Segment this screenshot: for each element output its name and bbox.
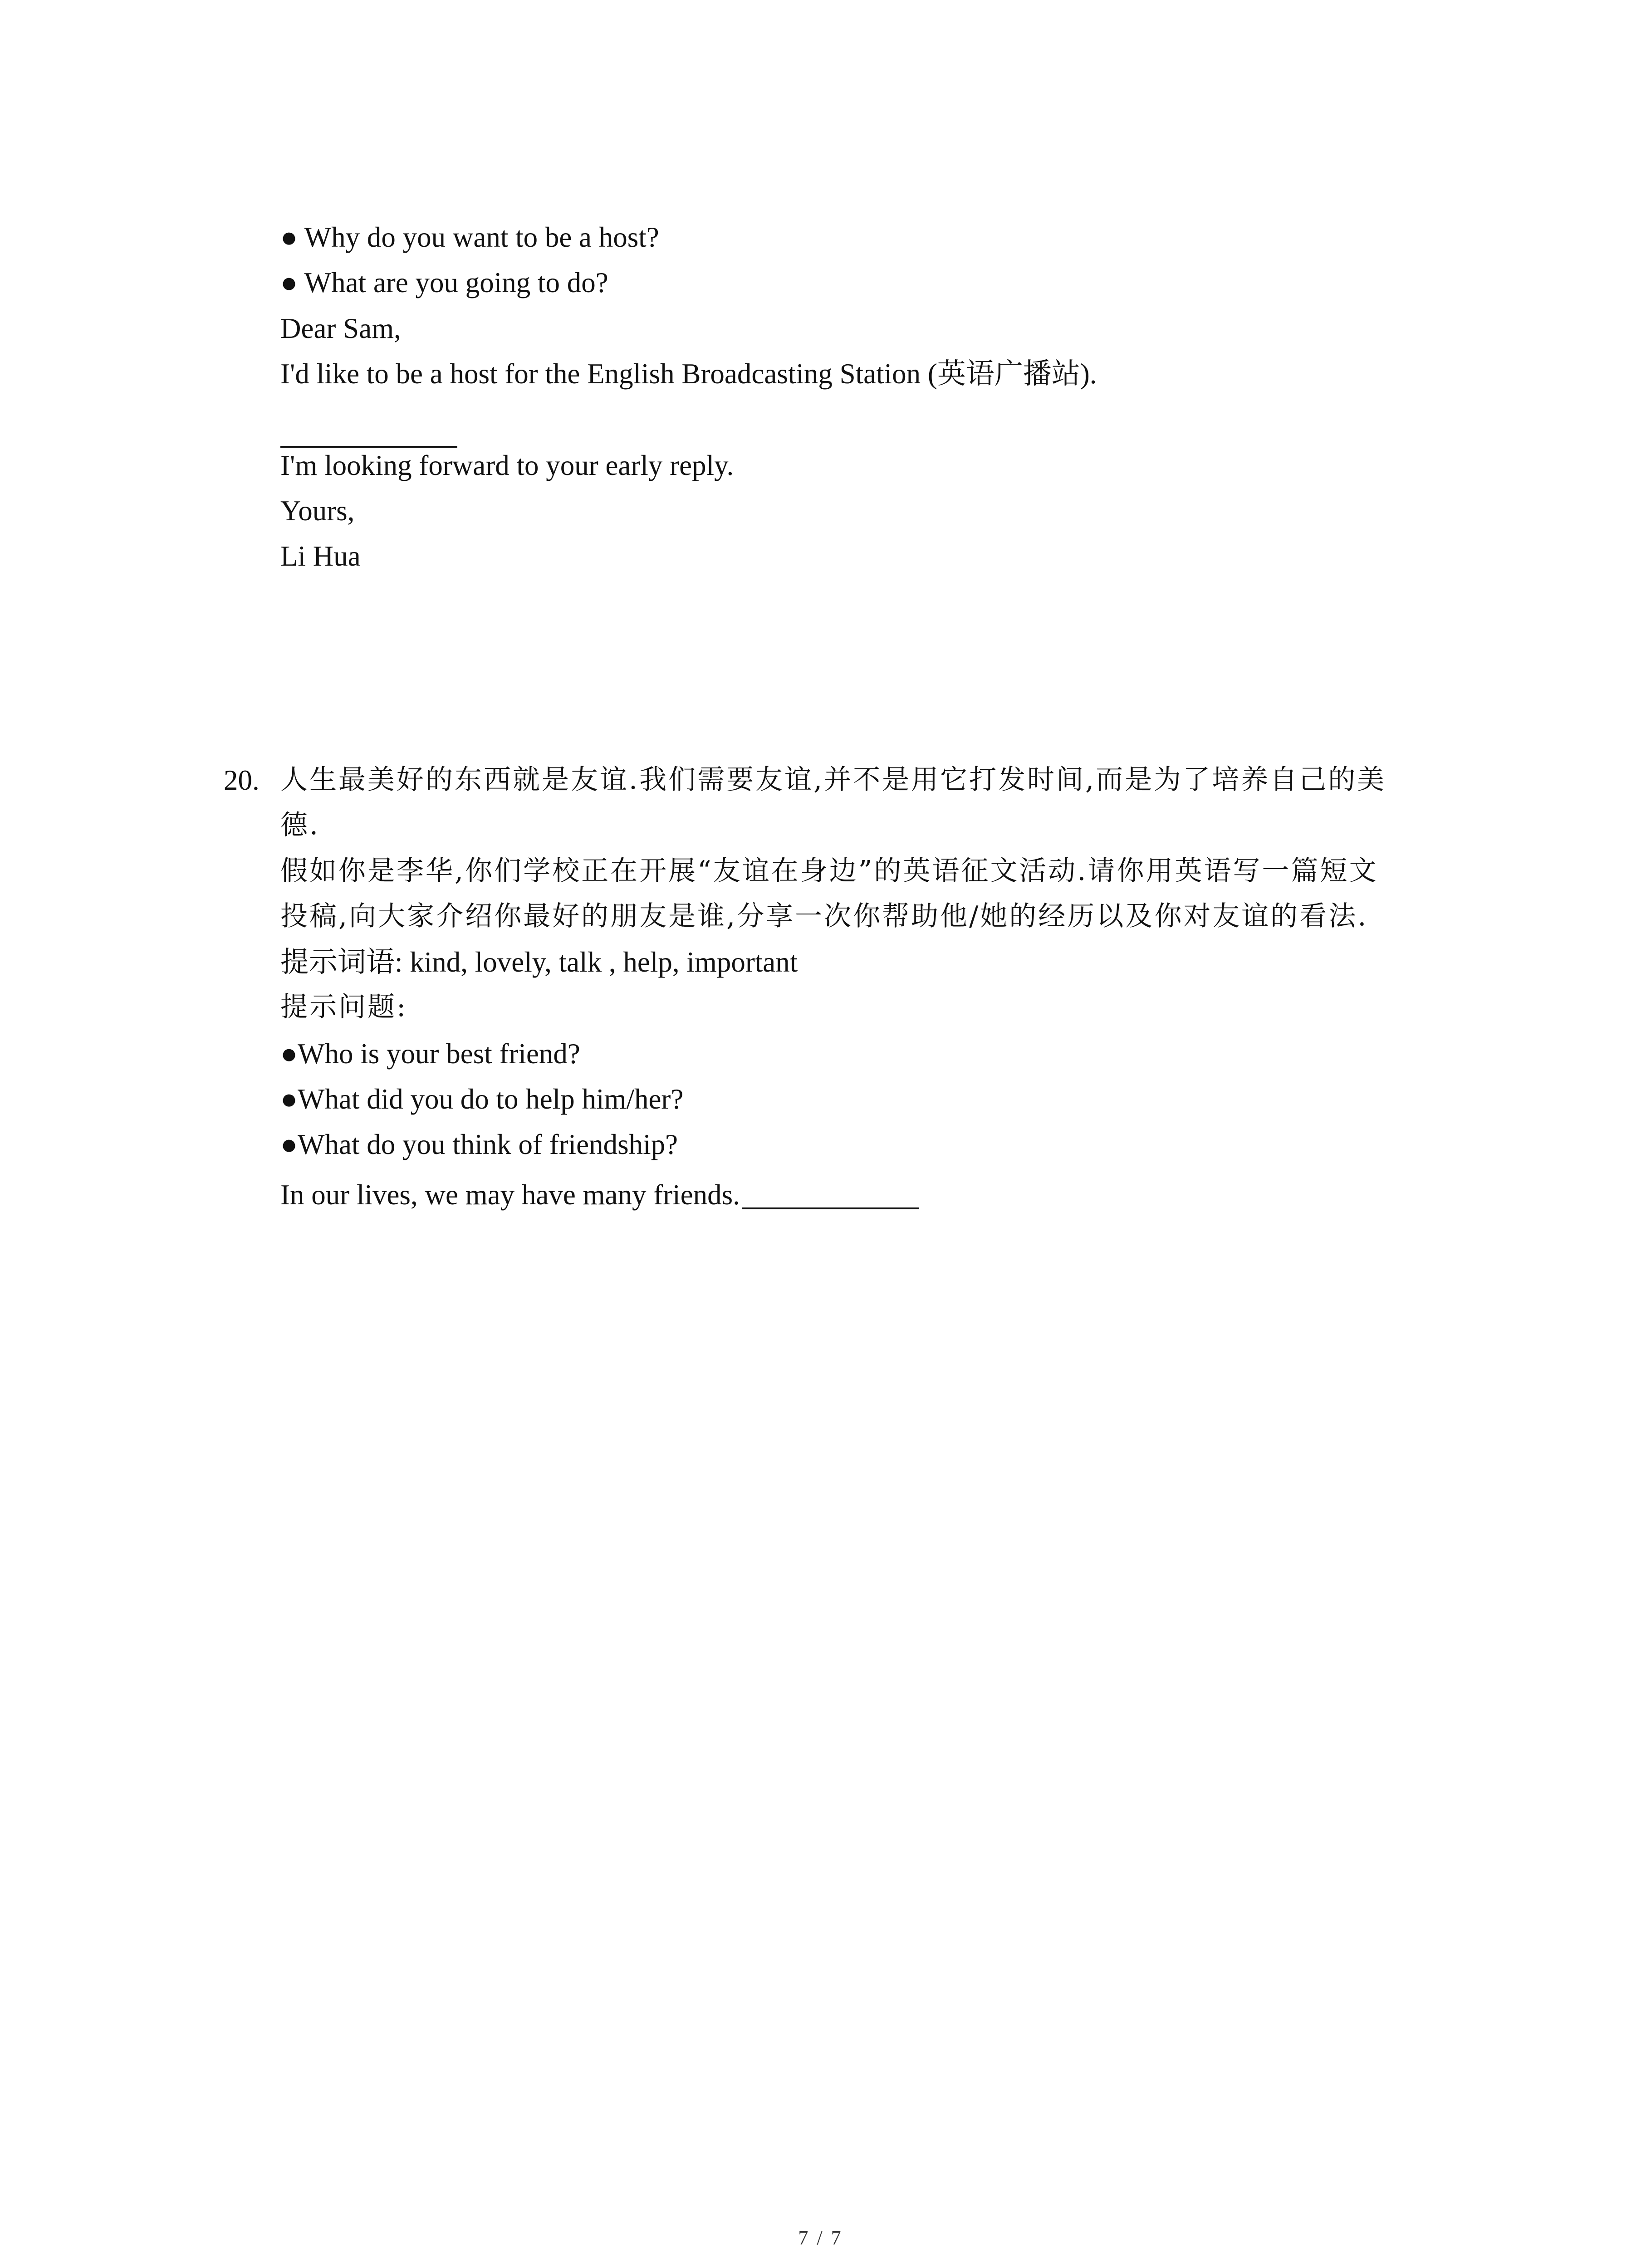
letter-signoff: Yours,: [280, 495, 355, 527]
letter-signature: Li Hua: [280, 540, 361, 572]
question-intro-line-2: 德.: [280, 809, 320, 841]
letter-answer-blank[interactable]: [280, 446, 457, 448]
prompt-why-host: ● Why do you want to be a host?: [280, 221, 659, 253]
letter-opening: I'd like to be a host for the English Broadcasting Station (英语广播站).: [280, 358, 1097, 390]
question-task-line-1: 假如你是李华,你们学校正在开展“友谊在身边”的英语征文活动.请你用英语写一篇短文: [280, 855, 1378, 887]
essay-start-text: In our lives, we may have many friends.: [280, 1179, 740, 1211]
prompt-what-to-do: ● What are you going to do?: [280, 267, 608, 298]
question-intro-line-1: 人生最美好的东西就是友谊.我们需要友谊,并不是用它打发时间,而是为了培养自己的美: [280, 764, 1386, 796]
hint-question-1: ●Who is your best friend?: [280, 1038, 580, 1070]
letter-closing-line: I'm looking forward to your early reply.: [280, 450, 734, 481]
hint-question-2: ●What did you do to help him/her?: [280, 1083, 684, 1115]
essay-answer-blank[interactable]: [742, 1180, 919, 1209]
hint-words: 提示词语: kind, lovely, talk , help, important: [280, 946, 798, 978]
question-task-line-2: 投稿,向大家介绍你最好的朋友是谁,分享一次你帮助他/她的经历以及你对友谊的看法.: [280, 900, 1368, 932]
essay-start-line: [280, 1180, 919, 1209]
letter-greeting: Dear Sam,: [280, 313, 401, 344]
hint-questions-label: 提示问题:: [280, 991, 408, 1023]
hint-question-3: ●What do you think of friendship?: [280, 1129, 678, 1160]
page-number: 7 / 7: [798, 2227, 843, 2249]
question-number: 20.: [224, 764, 260, 796]
